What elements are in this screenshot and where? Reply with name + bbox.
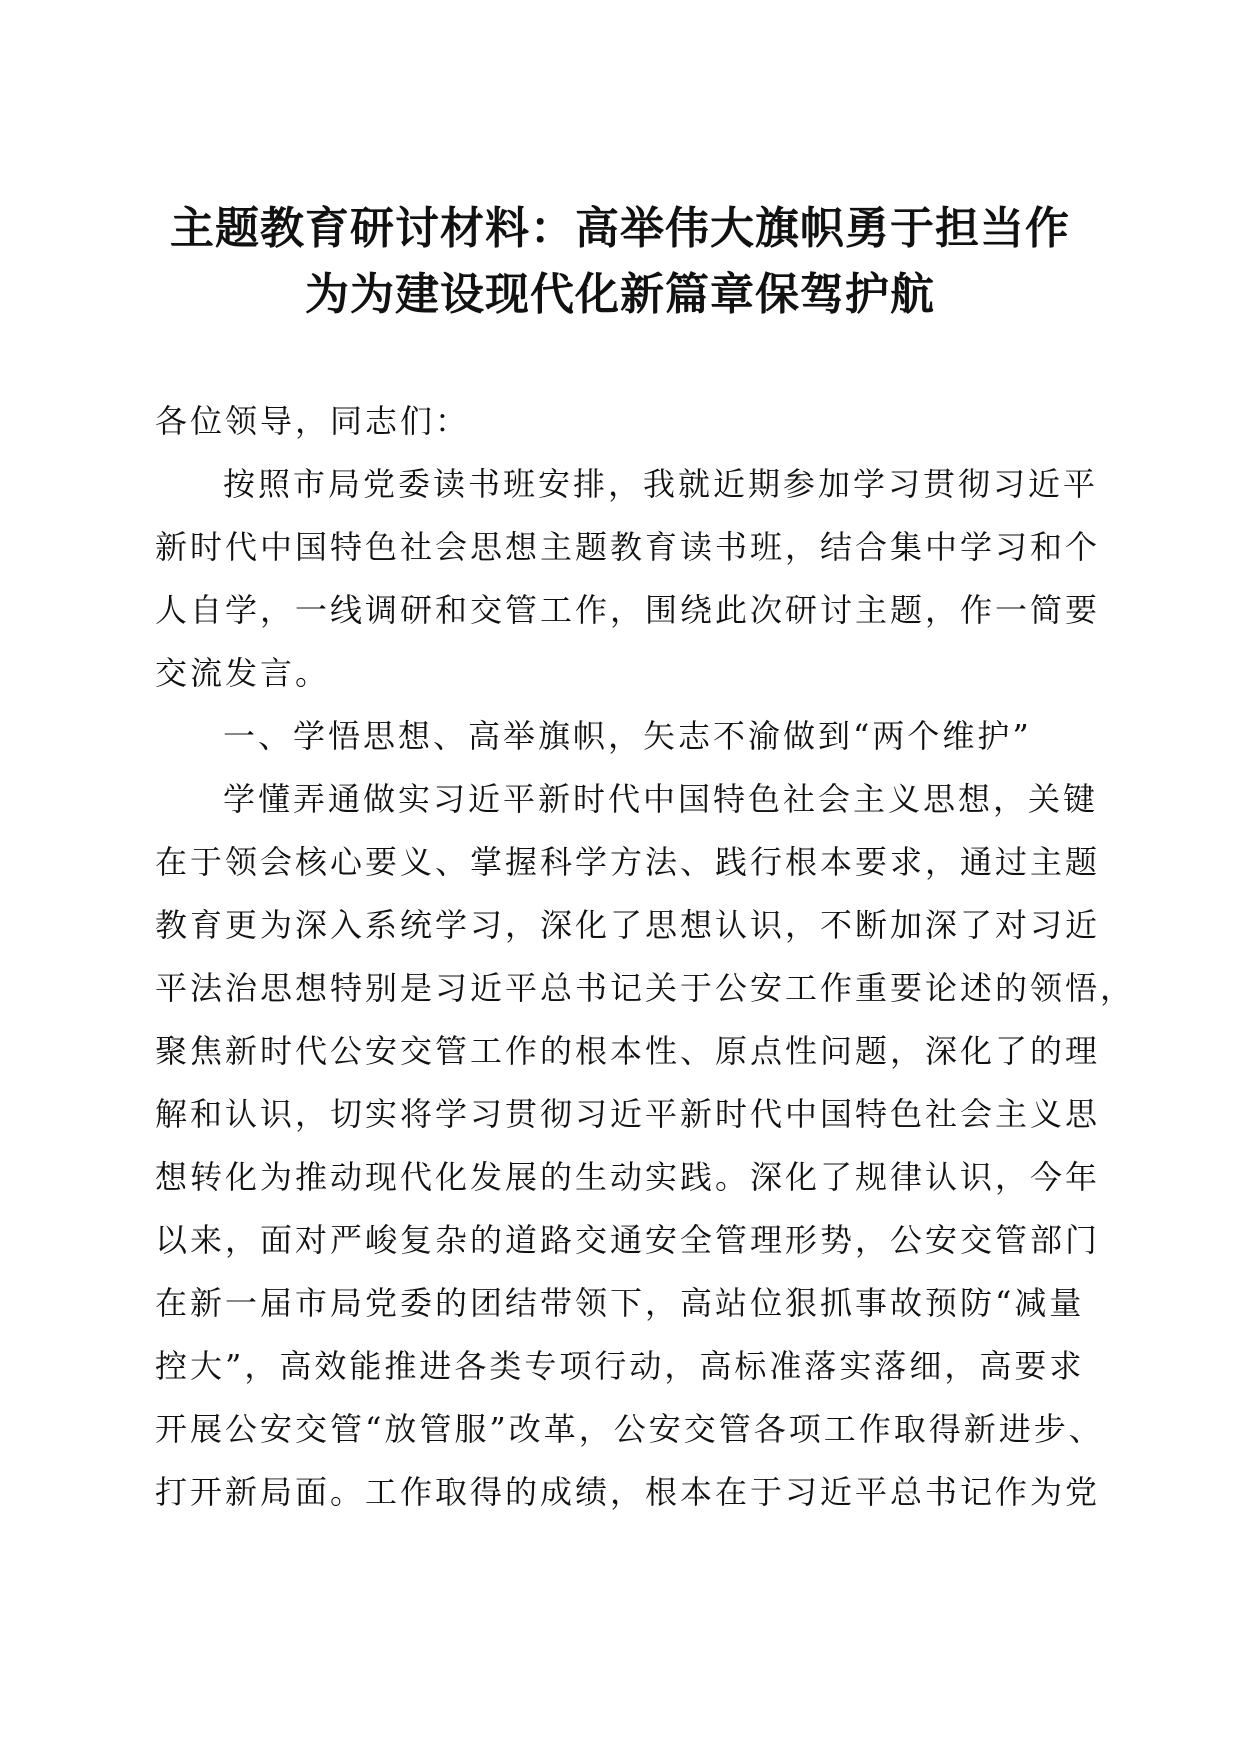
title-line-2: 为为建设现代化新篇章保驾护航 [305, 269, 935, 320]
paragraph-1-line-1: 按照市局党委读书班安排，我就近期参加学习贯彻习近平 [223, 465, 1099, 503]
paragraph-1-line-2: 新时代中国特色社会思想主题教育读书班，结合集中学习和个 [155, 528, 1101, 566]
paragraph-2-line-3: 教育更为深入系统学习，深化了思想认识，不断加深了对习近 [155, 906, 1101, 944]
paragraph-2-line-10: 控大”，高效能推进各类专项行动，高标准落实落细，高要求 [155, 1347, 1085, 1385]
paragraph-2-line-5: 聚焦新时代公安交管工作的根本性、原点性问题，深化了的理 [155, 1032, 1101, 1070]
paragraph-1-line-3: 人自学，一线调研和交管工作，围绕此次研讨主题，作一简要 [155, 591, 1101, 629]
section-heading-1: 一、学悟思想、高举旗帜，矢志不渝做到“两个维护” [223, 717, 1032, 755]
paragraph-2-line-11: 开展公安交管“放管服”改革，公安交管各项工作取得新进步、 [155, 1410, 1104, 1448]
paragraph-2-line-8: 以来，面对严峻复杂的道路交通安全管理形势，公安交管部门 [155, 1221, 1101, 1259]
title-line-1: 主题教育研讨材料：高举伟大旗帜勇于担当作 [170, 203, 1070, 254]
document-body [155, 390, 1136, 1524]
paragraph-2-line-9: 在新一届市局党委的团结带领下，高站位狠抓事故预防“减量 [155, 1284, 1085, 1322]
paragraph-2-line-12: 打开新局面。工作取得的成绩，根本在于习近平总书记作为党 [155, 1473, 1101, 1511]
paragraph-2-line-2: 在于领会核心要义、掌握科学方法、践行根本要求，通过主题 [155, 843, 1101, 881]
paragraph-2-line-4: 平法治思想特别是习近平总书记关于公安工作重要论述的领悟， [155, 969, 1136, 1007]
paragraph-1-line-4: 交流发言。 [155, 654, 331, 692]
paragraph-2-line-1: 学懂弄通做实习近平新时代中国特色社会主义思想，关键 [223, 780, 1099, 818]
document-title [140, 196, 1100, 328]
paragraph-2-line-6: 解和认识，切实将学习贯彻习近平新时代中国特色社会主义思 [155, 1095, 1101, 1133]
greeting: 各位领导，同志们： [155, 402, 471, 440]
paragraph-2-line-7: 想转化为推动现代化发展的生动实践。深化了规律认识，今年 [155, 1158, 1101, 1196]
